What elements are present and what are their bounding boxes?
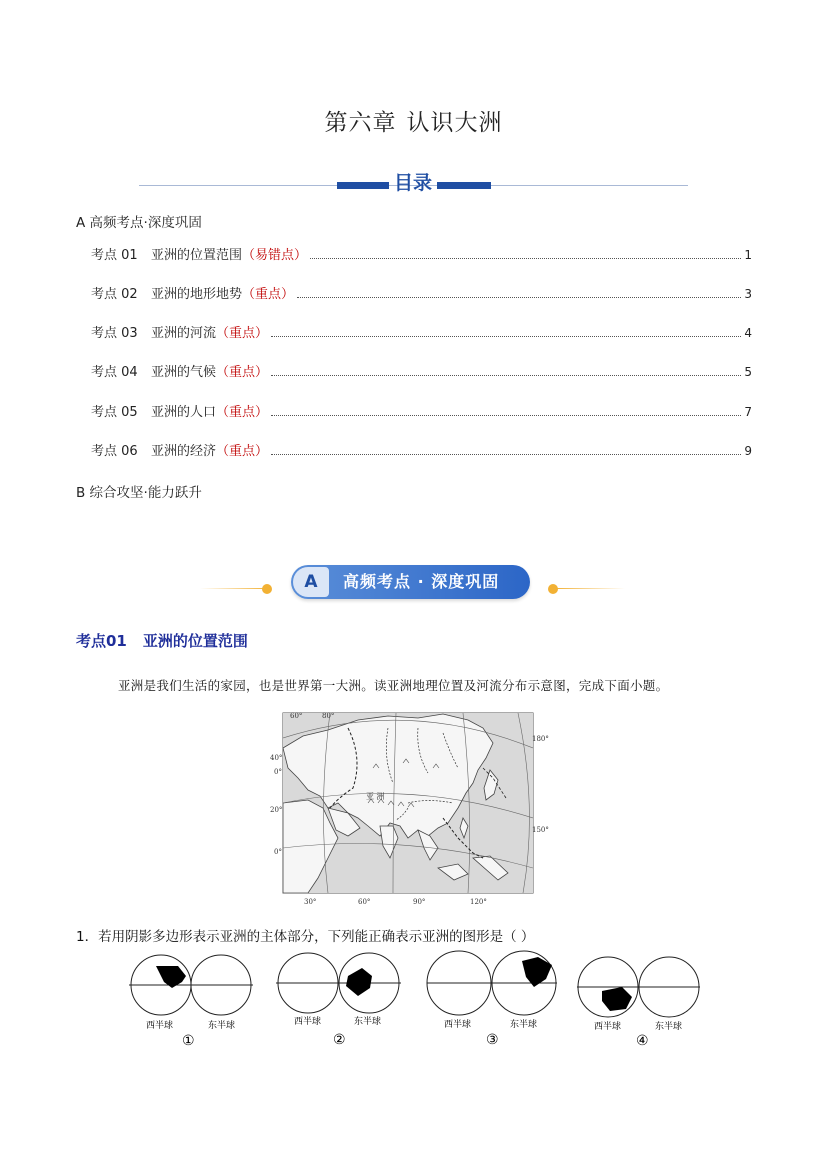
option-3-figure[interactable]: [424, 949, 560, 1048]
map-bottom-label: 30°: [304, 898, 317, 906]
toc-leader: [271, 325, 741, 337]
toc-entry-page: 9: [744, 444, 752, 458]
toc-entry-text: 亚洲的位置范围: [151, 248, 243, 263]
toc-section-b: B 综合攻坚·能力跃升: [76, 485, 202, 501]
east-hemisphere-label: 东半球: [208, 1021, 236, 1031]
map-top-label: 60°: [290, 712, 303, 720]
toc-entry[interactable]: [91, 244, 752, 262]
west-hemisphere-label: 西半球: [444, 1020, 472, 1030]
toc-entry-num: 考点 03: [91, 326, 138, 341]
option-number: ③: [486, 1032, 499, 1048]
map-left-label: 40°: [270, 754, 283, 762]
toc-entry[interactable]: [91, 361, 752, 379]
option-number: ①: [182, 1033, 195, 1049]
toc-entry-tag: （重点）: [216, 326, 269, 341]
map-left-label: 0°: [274, 848, 282, 856]
map-left-label: 20°: [270, 806, 283, 814]
page-title: [0, 104, 827, 137]
toc-entry-text: 亚洲的人口: [151, 405, 217, 420]
map-region-label: 亚 洲: [366, 792, 385, 801]
section-num: 考点01: [76, 632, 127, 650]
map-bottom-label: 60°: [358, 898, 371, 906]
banner-line-left: [200, 588, 268, 589]
toc-entry-page: 4: [744, 326, 752, 340]
toc-entry-page: 1: [744, 248, 752, 262]
toc-entry[interactable]: [91, 322, 752, 340]
banner-dot-left: [262, 584, 272, 594]
title-chapter: 第六章: [324, 110, 397, 136]
toc-bar-right: [437, 182, 491, 189]
option-2-figure[interactable]: [274, 950, 404, 1046]
toc-entry-num: 考点 04: [91, 365, 138, 380]
east-hemisphere-label: 东半球: [354, 1017, 382, 1027]
map-bottom-label: 120°: [470, 898, 487, 906]
map-top-label: 80°: [322, 712, 335, 720]
banner-dot-right: [548, 584, 558, 594]
toc-section-a: A 高频考点·深度巩固: [76, 215, 202, 231]
option-number: ②: [333, 1032, 346, 1048]
toc-entry-page: 7: [744, 405, 752, 419]
section-title: 亚洲的位置范围: [142, 632, 248, 650]
map-left-label: 0°: [274, 768, 282, 776]
toc-entry-tag: （易错点）: [242, 248, 308, 263]
toc-entry-page: 3: [744, 287, 752, 301]
asia-map: [268, 708, 558, 906]
toc-leader: [271, 364, 741, 376]
toc-entry[interactable]: [91, 283, 752, 301]
toc-entry-tag: （重点）: [216, 444, 269, 459]
toc-entry-num: 考点 06: [91, 444, 138, 459]
toc-leader: [271, 443, 741, 455]
toc-leader: [297, 286, 741, 298]
banner-letter: A: [293, 567, 329, 597]
question-intro: 亚洲是我们生活的家园，也是世界第一大洲。读亚洲地理位置及河流分布示意图，完成下面小题。: [118, 678, 669, 693]
toc-entry-tag: （重点）: [242, 287, 295, 302]
toc-entry-text: 亚洲的经济: [151, 444, 217, 459]
option-4-figure[interactable]: [576, 953, 702, 1049]
toc-entry-num: 考点 02: [91, 287, 138, 302]
banner-text: 高频考点 · 深度巩固: [343, 572, 500, 591]
toc-entry-text: 亚洲的地形地势: [151, 287, 243, 302]
toc-entry-text: 亚洲的河流: [151, 326, 217, 341]
toc-heading: 目录: [393, 172, 432, 194]
map-right-label: 150°: [532, 826, 549, 834]
toc-entry-num: 考点 01: [91, 248, 138, 263]
west-hemisphere-label: 西半球: [146, 1021, 174, 1031]
east-hemisphere-label: 东半球: [510, 1020, 538, 1030]
toc-entry-page: 5: [744, 365, 752, 379]
toc-entry-tag: （重点）: [216, 405, 269, 420]
toc-entry[interactable]: [91, 401, 752, 419]
question-1-stem: 1．若用阴影多边形表示亚洲的主体部分，下列能正确表示亚洲的图形是（ ）: [76, 929, 535, 945]
banner-line-right: [555, 588, 625, 589]
map-right-label: 180°: [532, 735, 549, 743]
section-banner: [291, 565, 530, 599]
map-bottom-label: 90°: [413, 898, 426, 906]
toc-leader: [310, 247, 741, 259]
section-heading: [76, 630, 248, 651]
toc-bar-left: [337, 182, 389, 189]
toc-entry-text: 亚洲的气候: [151, 365, 217, 380]
west-hemisphere-label: 西半球: [594, 1022, 622, 1032]
toc-entry-tag: （重点）: [216, 365, 269, 380]
toc-entry[interactable]: [91, 440, 752, 458]
toc-entry-num: 考点 05: [91, 405, 138, 420]
option-number: ④: [636, 1033, 649, 1049]
west-hemisphere-label: 西半球: [294, 1017, 322, 1027]
option-1-figure[interactable]: [126, 952, 256, 1048]
east-hemisphere-label: 东半球: [655, 1022, 683, 1032]
title-subject: 认识大洲: [406, 110, 503, 136]
toc-leader: [271, 404, 741, 416]
